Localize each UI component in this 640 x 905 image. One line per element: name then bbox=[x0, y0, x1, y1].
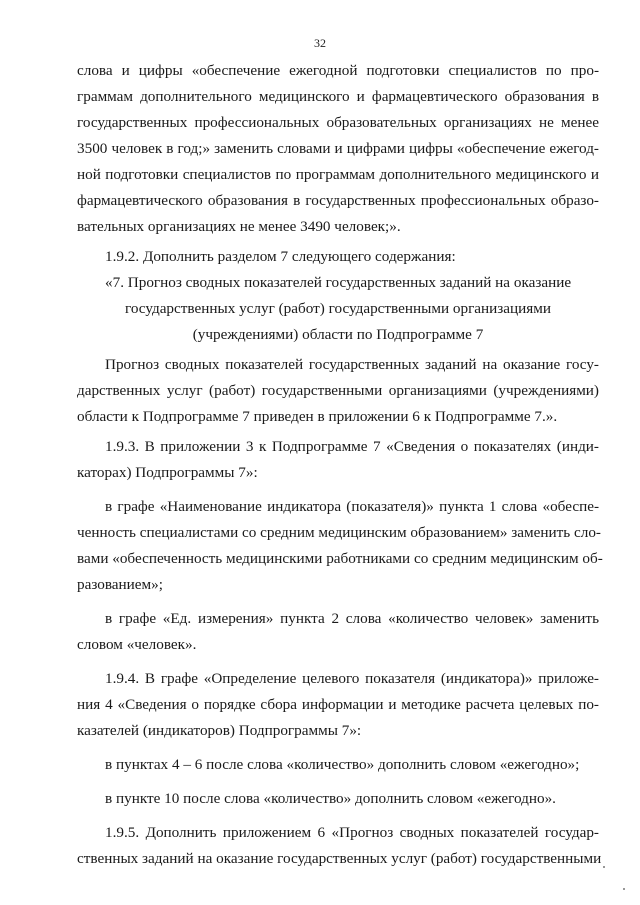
text-line: разованием»; bbox=[77, 576, 163, 593]
text-line: 1.9.5. Дополнить приложением 6 «Прогноз сводных показателей государ- bbox=[105, 824, 599, 841]
paragraph-1-9-4 bbox=[77, 666, 599, 744]
paragraph-1-9-2 bbox=[77, 244, 599, 270]
paragraph-item-10 bbox=[77, 786, 599, 812]
paragraph-1-9-5 bbox=[77, 820, 602, 872]
text-line: каторах) Подпрограммы 7»: bbox=[77, 464, 258, 481]
paragraph-forecast bbox=[77, 352, 599, 430]
heading-line: государственных услуг (работ) государственными организациями bbox=[124, 300, 552, 317]
text-line: Прогноз сводных показателей государственных заданий на оказание госу- bbox=[105, 356, 599, 373]
heading-line: (учреждениями) области по Подпрограмме 7 bbox=[192, 326, 484, 343]
text-line: области к Подпрограмме 7 приведен в приложении 6 к Подпрограмме 7.». bbox=[77, 408, 558, 425]
scan-speck bbox=[603, 866, 605, 868]
paragraph-items-4-6 bbox=[77, 752, 599, 778]
text-line: 1.9.2. Дополнить разделом 7 следующего содержания: bbox=[105, 248, 456, 265]
text-line: 3500 человек в год;» заменить словами и цифрами цифры «обеспечение ежегод- bbox=[77, 140, 599, 157]
document-body bbox=[77, 58, 603, 872]
paragraph-indicator-name bbox=[77, 494, 603, 598]
text-line: фармацевтического образования в государственных профессиональных образо- bbox=[77, 192, 599, 209]
text-line: в пункте 10 после слова «количество» дополнить словом «ежегодно». bbox=[105, 790, 556, 807]
paragraph-continuation bbox=[77, 58, 599, 240]
text-line: в графе «Наименование индикатора (показателя)» пункта 1 слова «обеспе- bbox=[105, 498, 599, 515]
text-line: казателей (индикаторов) Подпрограммы 7»: bbox=[77, 722, 362, 739]
text-line: граммам дополнительного медицинского и фармацевтического образования в bbox=[77, 88, 599, 105]
text-line: вательных организациях не менее 3490 человек;». bbox=[77, 218, 401, 235]
text-line: вами «обеспеченность медицинскими работниками со средним медицинским об- bbox=[77, 550, 603, 567]
paragraph-unit bbox=[77, 606, 599, 658]
text-line: 1.9.3. В приложении 3 к Подпрограмме 7 «Сведения о показателях (инди- bbox=[105, 438, 599, 455]
section-heading bbox=[77, 270, 599, 348]
scan-speck bbox=[623, 888, 625, 890]
text-line: слова и цифры «обеспечение ежегодной подготовки специалистов по про- bbox=[77, 62, 599, 79]
text-line: ченность специалистами со средним медицинским образованием» заменить сло- bbox=[77, 524, 601, 541]
paragraph-1-9-3 bbox=[77, 434, 599, 486]
text-line: в графе «Ед. измерения» пункта 2 слова «количество человек» заменить bbox=[105, 610, 599, 627]
text-line: 1.9.4. В графе «Определение целевого показателя (индикатора)» приложе- bbox=[105, 670, 599, 687]
text-line: ственных заданий на оказание государственных услуг (работ) государственными bbox=[77, 850, 602, 867]
heading-line: «7. Прогноз сводных показателей государственных заданий на оказание bbox=[105, 274, 572, 291]
text-line: государственных профессиональных образовательных организациях не менее bbox=[77, 114, 599, 131]
text-line: ния 4 «Сведения о порядке сбора информации и методике расчета целевых по- bbox=[77, 696, 599, 713]
page-number: 32 bbox=[314, 36, 326, 50]
text-line: дарственных услуг (работ) государственными организациями (учреждениями) bbox=[77, 382, 599, 399]
text-line: в пунктах 4 – 6 после слова «количество» дополнить словом «ежегодно»; bbox=[105, 756, 580, 773]
text-line: ной подготовки специалистов по программам дополнительного медицинского и bbox=[77, 166, 599, 183]
text-line: словом «человек». bbox=[77, 636, 197, 653]
